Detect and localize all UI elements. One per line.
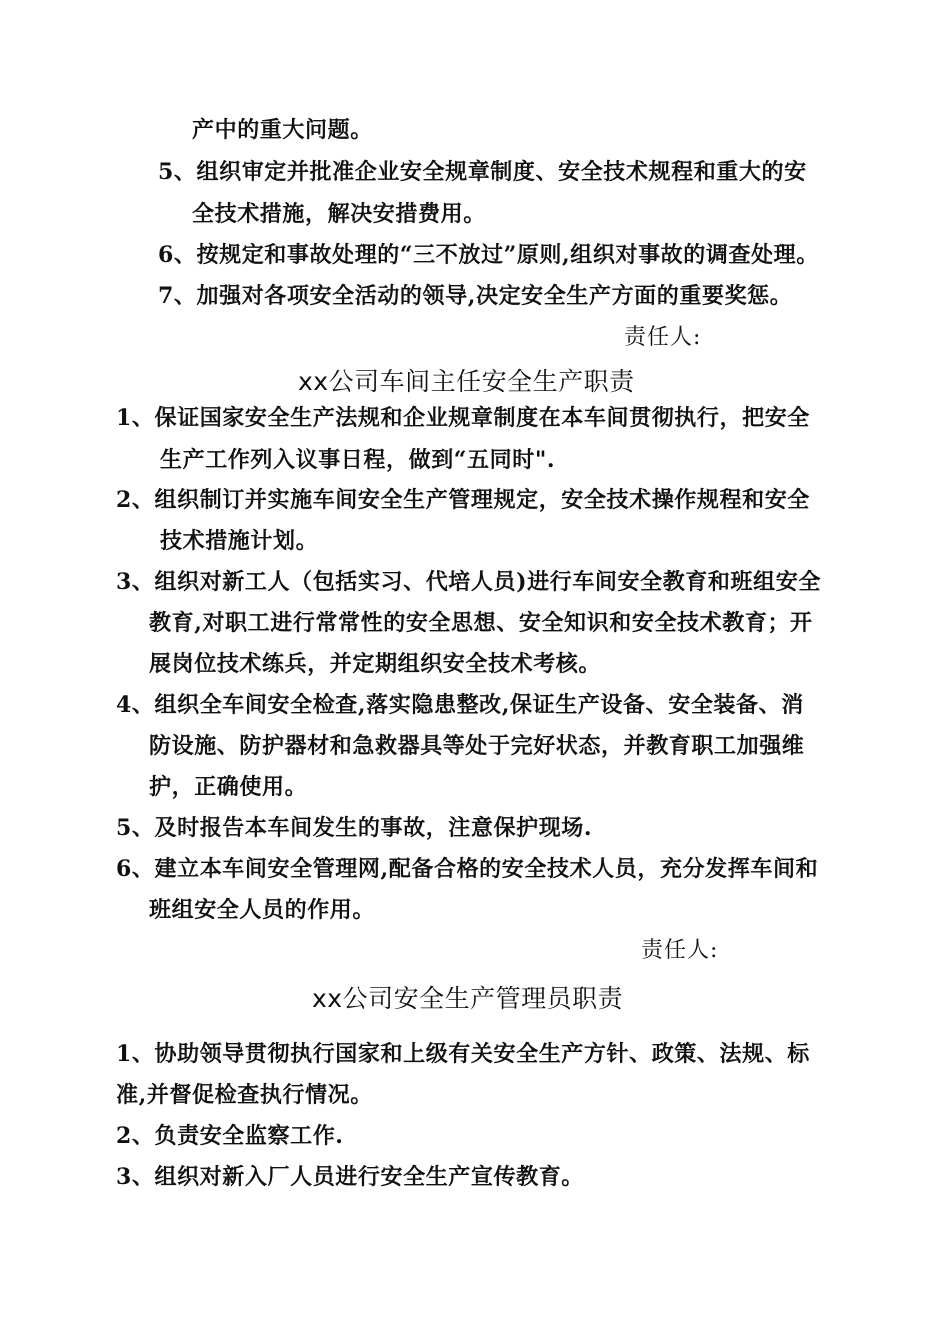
text-line: 1、保证国家安全生产法规和企业规章制度在本车间贯彻执行，把安全	[116, 405, 810, 431]
text-line: 教育,对职工进行常常性的安全思想、安全知识和安全技术教育；开	[149, 610, 813, 636]
section-title: xx公司安全生产管理员职责	[312, 984, 624, 1013]
section-title: xx公司车间主任安全生产职责	[298, 367, 635, 396]
text-line: 生产工作列入议事日程，做到“五同时".	[160, 447, 556, 473]
text-line: 4、组织全车间安全检查,落实隐患整改,保证生产设备、安全装备、消	[116, 692, 804, 718]
text-line: 1、协助领导贯彻执行国家和上级有关安全生产方针、政策、法规、标	[116, 1041, 810, 1067]
text-line: 全技术措施，解决安措费用。	[192, 201, 486, 227]
text-line: 展岗位技术练兵，并定期组织安全技术考核。	[149, 651, 602, 677]
text-line: 6、按规定和事故处理的“三不放过”原则,组织对事故的调查处理。	[158, 242, 819, 268]
text-line: 产中的重大问题。	[192, 117, 373, 143]
text-line: 准,并督促检查执行情况。	[116, 1082, 373, 1108]
responsible-person-label: 责任人:	[641, 938, 719, 963]
text-line: 3、组织对新工人（包括实习、代培人员)进行车间安全教育和班组安全	[116, 569, 821, 595]
text-line: 6、建立本车间安全管理网,配备合格的安全技术人员，充分发挥车间和	[116, 856, 819, 882]
text-line: 班组安全人员的作用。	[149, 897, 376, 923]
text-line: 2、组织制订并实施车间安全生产管理规定，安全技术操作规程和安全	[116, 487, 810, 513]
responsible-person-label: 责任人:	[624, 325, 702, 350]
text-line: 技术措施计划。	[160, 528, 319, 554]
text-line: 5、组织审定并批准企业安全规章制度、安全技术规程和重大的安	[158, 159, 807, 185]
text-line: 防设施、防护器材和急救器具等处于完好状态，并教育职工加强维	[149, 733, 805, 759]
text-line: 护，正确使用。	[149, 774, 308, 800]
text-line: 3、组织对新入厂人员进行安全生产宣传教育。	[116, 1164, 584, 1190]
text-line: 7、加强对各项安全活动的领导,决定安全生产方面的重要奖惩。	[158, 283, 793, 309]
text-line: 5、及时报告本车间发生的事故，注意保护现场.	[116, 815, 593, 841]
text-line: 2、负责安全监察工作.	[116, 1123, 344, 1149]
